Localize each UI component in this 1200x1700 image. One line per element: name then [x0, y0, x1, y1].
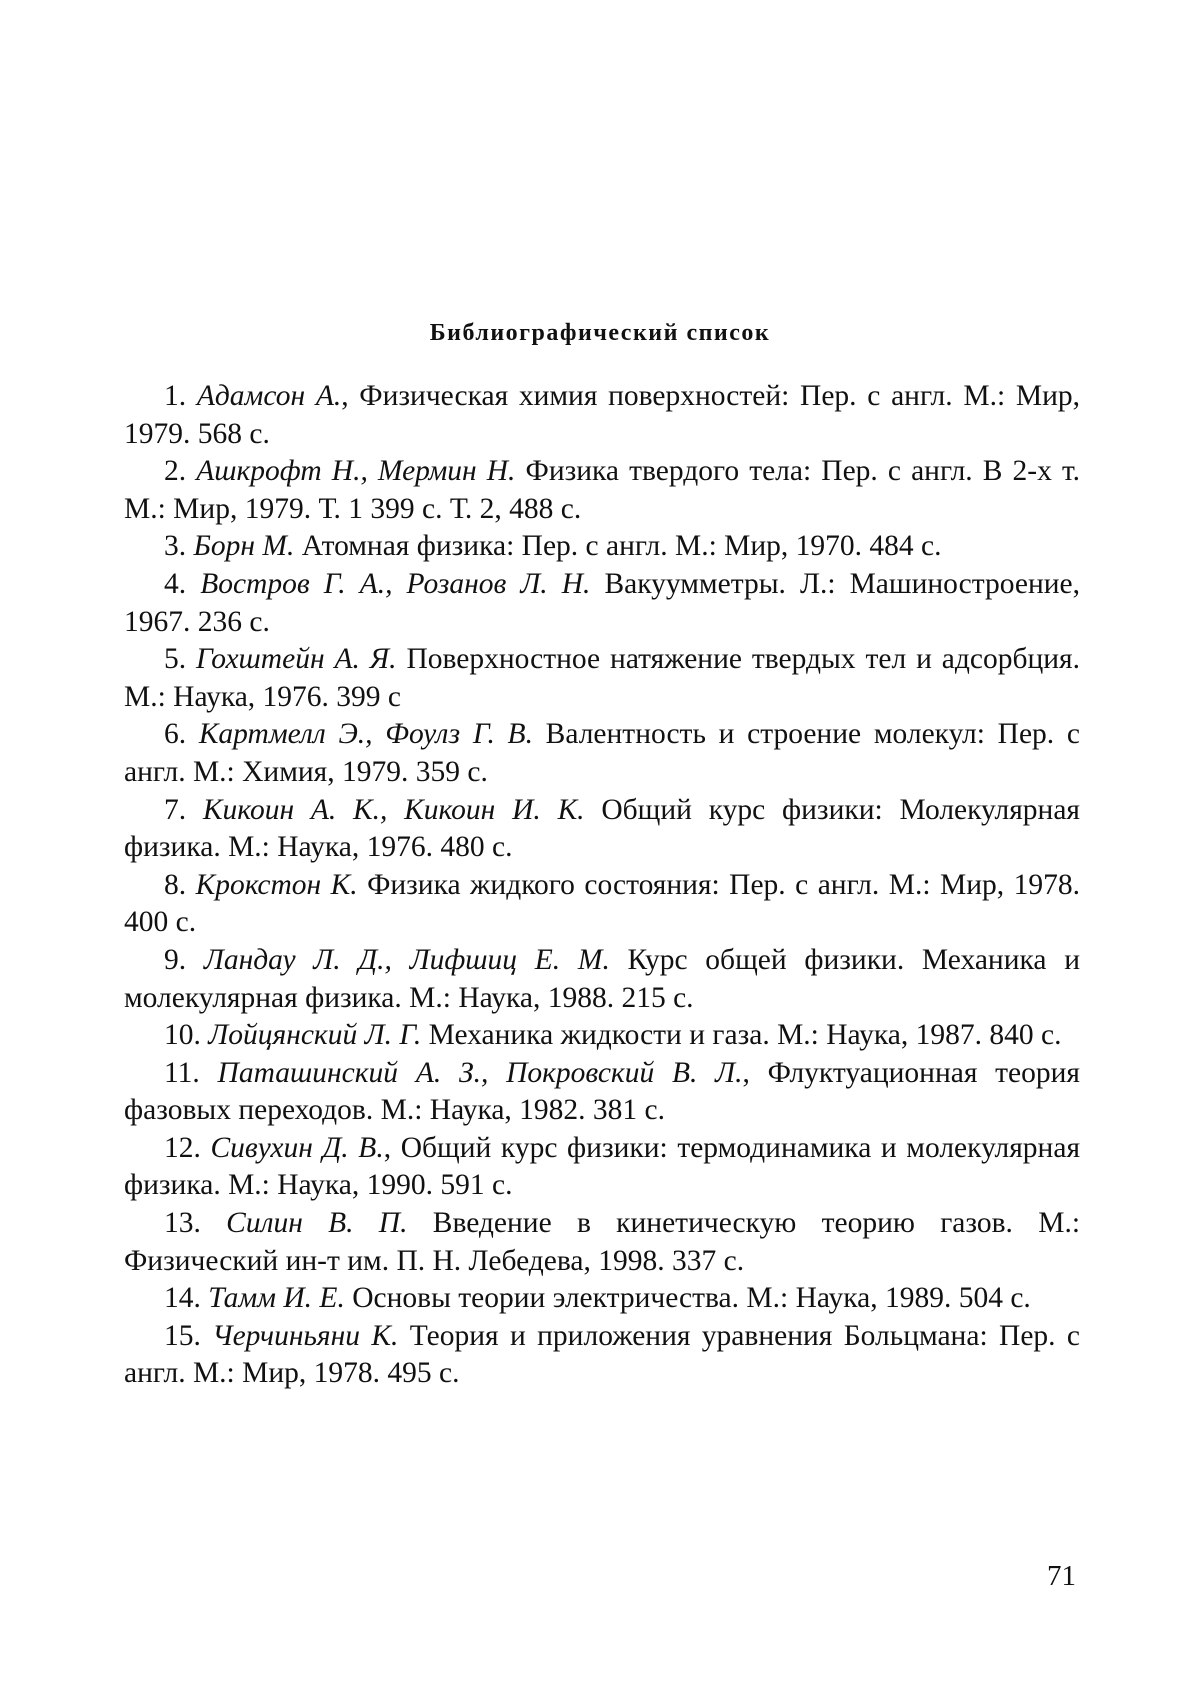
entry-details: Общий курс физики: Молекулярная физика. М.: Наука, 1976. 480 с.: [124, 793, 1080, 864]
entry-details: Физика жидкого состояния: Пер. с англ. М.: Мир, 1978. 400 с.: [124, 868, 1080, 939]
entry-number: 9.: [164, 943, 187, 976]
bibliography-entry: [124, 378, 1080, 453]
bibliography-entry: [124, 942, 1080, 1017]
entry-authors: Кикоин А. К., Кикоин И. К.: [202, 793, 585, 826]
page-heading: Библиографический список: [429, 320, 771, 346]
page-number: 71: [1047, 1560, 1076, 1592]
bibliography-entry: [124, 716, 1080, 791]
entry-details: Введение в кинетическую теорию газов. М.: Физический ин-т им. П. Н. Лебедева, 1998. 337 с.: [124, 1207, 1081, 1277]
entry-authors: Силин В. П.: [226, 1207, 408, 1240]
entry-number: 14.: [164, 1282, 201, 1315]
entry-number: 7.: [164, 793, 187, 826]
entry-number: 15.: [164, 1319, 201, 1352]
bibliography-entry: [124, 1205, 1080, 1280]
entry-authors: Борн М.: [193, 530, 295, 563]
entry-number: 1.: [164, 380, 187, 412]
bibliography-entry: [124, 453, 1080, 528]
bibliography-entry: [124, 1017, 1080, 1055]
entry-authors: Лойцянский Л. Г.: [208, 1019, 422, 1052]
entry-details: Механика жидкости и газа. М.: Наука, 1987. 840 с.: [421, 1019, 1062, 1052]
entry-authors: Паташинский А. З., Покровский В. Л.: [217, 1056, 743, 1089]
entry-authors: Востров Г. А., Розанов Л. Н.: [200, 567, 591, 600]
entry-details: Теория и приложения уравнения Больцмана: Пер. с англ. М.: Мир, 1978. 495 с.: [124, 1319, 1081, 1390]
entry-number: 11.: [164, 1056, 200, 1089]
entry-authors: Ашкрофт Н., Мермин Н.: [196, 455, 516, 488]
entry-details: Валентность и строение молекул: Пер. с англ. М.: Химия, 1979. 359 с.: [124, 718, 1080, 788]
entry-details: Основы теории электричества. М.: Наука, 1989. 504 с.: [344, 1282, 1031, 1315]
bibliography-entry: [124, 1318, 1080, 1393]
bibliography-list: [124, 378, 1080, 1393]
entry-details: Поверхностное натяжение твердых тел и адсорбция. М.: Наука, 1976. 399 с: [124, 643, 1080, 713]
entry-number: 10.: [164, 1019, 201, 1052]
entry-number: 4.: [164, 567, 187, 600]
entry-authors: Крокстон К.: [195, 868, 358, 901]
entry-details: , Флуктуационная теория фазовых переходов. М.: Наука, 1982. 381 с.: [124, 1056, 1080, 1127]
bibliography-entry: [124, 1055, 1080, 1130]
entry-number: 3.: [164, 530, 187, 563]
entry-authors: Ландау Л. Д., Лифшиц Е. М.: [203, 943, 610, 976]
bibliography-entry: [124, 1130, 1080, 1205]
entry-details: Атомная физика: Пер. с англ. М.: Мир, 1970. 484 с.: [294, 530, 942, 563]
entry-number: 13.: [164, 1207, 201, 1240]
bibliography-entry: [124, 867, 1080, 942]
bibliography-entry: [124, 641, 1080, 716]
entry-number: 12.: [164, 1131, 201, 1164]
bibliography-entry: [124, 1280, 1080, 1318]
bibliography-entry: [124, 792, 1080, 867]
entry-authors: Адамсон А.: [196, 380, 342, 412]
entry-authors: Тамм И. Е.: [208, 1282, 345, 1315]
entry-number: 5.: [164, 643, 187, 676]
entry-number: 2.: [164, 455, 187, 488]
entry-details: , Физическая химия поверхностей: Пер. с англ. М.: Мир, 1979. 568 с.: [124, 380, 1081, 450]
entry-details: Вакуумметры. Л.: Машиностроение, 1967. 236 с.: [124, 567, 1081, 638]
entry-details: , Общий курс физики: термодинамика и молекулярная физика. М.: Наука, 1990. 591 с.: [124, 1131, 1081, 1202]
entry-number: 6.: [164, 718, 187, 751]
entry-number: 8.: [164, 868, 187, 901]
entry-authors: Картмелл Э., Фоулз Г. В.: [198, 718, 533, 751]
entry-details: Физика твердого тела: Пер. с англ. В 2-х т. М.: Мир, 1979. Т. 1 399 с. Т. 2, 488 с.: [124, 455, 1080, 525]
entry-details: Курс общей физики. Механика и молекулярная физика. М.: Наука, 1988. 215 с.: [124, 943, 1080, 1014]
entry-authors: Черчиньяни К.: [212, 1319, 399, 1352]
entry-authors: Сивухин Д. В.: [210, 1131, 384, 1164]
bibliography-entry: [124, 528, 1080, 566]
entry-authors: Гохштейн А. Я.: [196, 643, 397, 676]
bibliography-entry: [124, 566, 1080, 641]
